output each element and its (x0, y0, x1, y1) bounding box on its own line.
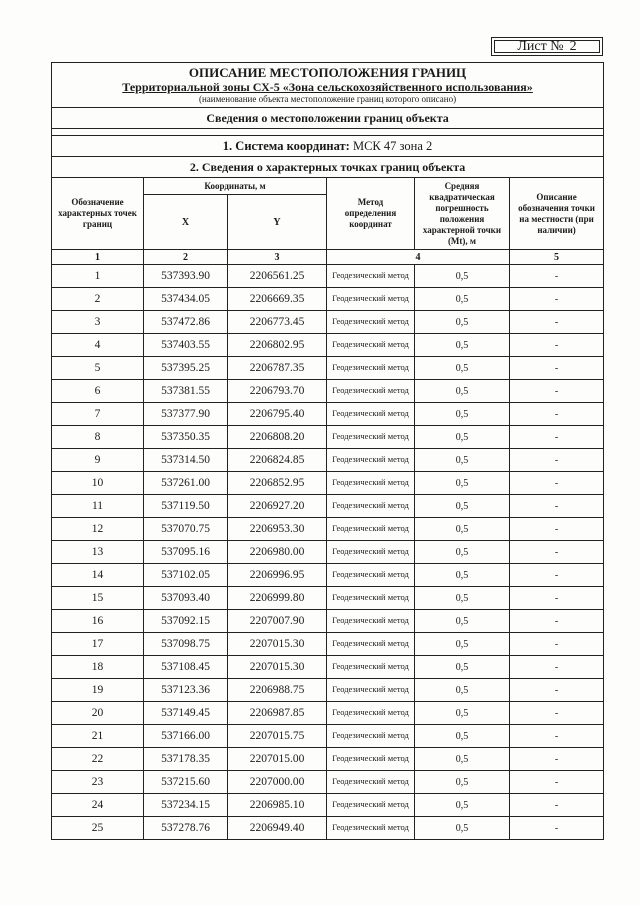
spacer-row (52, 129, 604, 136)
description-cell: - (510, 311, 604, 334)
error-cell: 0,5 (415, 564, 510, 587)
point-number-cell: 20 (52, 702, 144, 725)
y-coordinate-cell: 2206808.20 (228, 426, 327, 449)
y-coordinate-cell: 2207007.90 (228, 610, 327, 633)
error-cell: 0,5 (415, 656, 510, 679)
y-coordinate-cell: 2206980.00 (228, 541, 327, 564)
x-coordinate-cell: 537149.45 (144, 702, 228, 725)
error-cell: 0,5 (415, 265, 510, 288)
description-cell: - (510, 702, 604, 725)
description-cell: - (510, 656, 604, 679)
point-number-cell: 9 (52, 449, 144, 472)
description-cell: - (510, 633, 604, 656)
error-cell: 0,5 (415, 495, 510, 518)
col-x-header: X (144, 195, 228, 250)
x-coordinate-cell: 537261.00 (144, 472, 228, 495)
table-row (52, 495, 604, 518)
col-number: 4 (327, 250, 510, 265)
col-number: 3 (228, 250, 327, 265)
method-cell: Геодезический метод (327, 357, 415, 380)
y-coordinate-cell: 2207015.30 (228, 656, 327, 679)
y-coordinate-cell: 2206669.35 (228, 288, 327, 311)
x-coordinate-cell: 537119.50 (144, 495, 228, 518)
description-cell: - (510, 817, 604, 840)
y-coordinate-cell: 2206773.45 (228, 311, 327, 334)
method-cell: Геодезический метод (327, 541, 415, 564)
table-row (52, 679, 604, 702)
table-row (52, 311, 604, 334)
col-number: 5 (510, 250, 604, 265)
point-number-cell: 16 (52, 610, 144, 633)
error-cell: 0,5 (415, 725, 510, 748)
point-number-cell: 6 (52, 380, 144, 403)
y-coordinate-cell: 2207000.00 (228, 771, 327, 794)
y-coordinate-cell: 2206793.70 (228, 380, 327, 403)
description-cell: - (510, 564, 604, 587)
x-coordinate-cell: 537434.05 (144, 288, 228, 311)
description-cell: - (510, 771, 604, 794)
sheet-number: 2 (569, 38, 577, 54)
y-coordinate-cell: 2206787.35 (228, 357, 327, 380)
point-number-cell: 24 (52, 794, 144, 817)
table-row (52, 748, 604, 771)
point-number-cell: 13 (52, 541, 144, 564)
table-row (52, 380, 604, 403)
method-cell: Геодезический метод (327, 449, 415, 472)
col-point-header: Обозначение характерных точек границ (52, 178, 144, 250)
method-cell: Геодезический метод (327, 380, 415, 403)
x-coordinate-cell: 537095.16 (144, 541, 228, 564)
method-cell: Геодезический метод (327, 334, 415, 357)
point-number-cell: 8 (52, 426, 144, 449)
description-cell: - (510, 725, 604, 748)
point-number-cell: 25 (52, 817, 144, 840)
point-number-cell: 18 (52, 656, 144, 679)
y-coordinate-cell: 2207015.30 (228, 633, 327, 656)
table-row (52, 426, 604, 449)
table-row (52, 449, 604, 472)
sheet-label: Лист № (517, 38, 564, 54)
col-y-header: Y (228, 195, 327, 250)
col-error-header: Средняя квадратическая погрешность положения характерной точки (Mt), м (415, 178, 510, 250)
method-cell: Геодезический метод (327, 702, 415, 725)
point-number-cell: 19 (52, 679, 144, 702)
error-cell: 0,5 (415, 541, 510, 564)
description-cell: - (510, 426, 604, 449)
col-number: 1 (52, 250, 144, 265)
point-number-cell: 1 (52, 265, 144, 288)
coordinate-system-value: МСК 47 зона 2 (352, 138, 433, 153)
error-cell: 0,5 (415, 357, 510, 380)
x-coordinate-cell: 537215.60 (144, 771, 228, 794)
point-number-cell: 11 (52, 495, 144, 518)
table-row (52, 725, 604, 748)
points-section-title: 2. Сведения о характерных точках границ объекта (52, 157, 604, 178)
method-cell: Геодезический метод (327, 587, 415, 610)
coordinate-system-label: 1. Система координат: (222, 138, 350, 153)
method-cell: Геодезический метод (327, 518, 415, 541)
method-cell: Геодезический метод (327, 265, 415, 288)
description-cell: - (510, 518, 604, 541)
x-coordinate-cell: 537403.55 (144, 334, 228, 357)
y-coordinate-cell: 2206927.20 (228, 495, 327, 518)
method-cell: Геодезический метод (327, 771, 415, 794)
description-cell: - (510, 472, 604, 495)
y-coordinate-cell: 2206999.80 (228, 587, 327, 610)
method-cell: Геодезический метод (327, 288, 415, 311)
point-number-cell: 23 (52, 771, 144, 794)
description-cell: - (510, 288, 604, 311)
x-coordinate-cell: 537070.75 (144, 518, 228, 541)
document-note: (наименование объекта местоположение границ которого описано) (198, 94, 457, 104)
description-cell: - (510, 587, 604, 610)
error-cell: 0,5 (415, 610, 510, 633)
method-cell: Геодезический метод (327, 495, 415, 518)
x-coordinate-cell: 537381.55 (144, 380, 228, 403)
point-number-cell: 21 (52, 725, 144, 748)
y-coordinate-cell: 2206985.10 (228, 794, 327, 817)
table-row (52, 702, 604, 725)
table-row (52, 357, 604, 380)
y-coordinate-cell: 2206949.40 (228, 817, 327, 840)
error-cell: 0,5 (415, 380, 510, 403)
y-coordinate-cell: 2206996.95 (228, 564, 327, 587)
point-number-cell: 5 (52, 357, 144, 380)
x-coordinate-cell: 537472.86 (144, 311, 228, 334)
col-desc-header: Описание обозначения точки на местности (при наличии) (510, 178, 604, 250)
method-cell: Геодезический метод (327, 426, 415, 449)
error-cell: 0,5 (415, 518, 510, 541)
method-cell: Геодезический метод (327, 311, 415, 334)
table-row (52, 288, 604, 311)
point-number-cell: 7 (52, 403, 144, 426)
col-method-header: Метод определения координат (327, 178, 415, 250)
table-row (52, 265, 604, 288)
error-cell: 0,5 (415, 748, 510, 771)
table-row (52, 564, 604, 587)
error-cell: 0,5 (415, 426, 510, 449)
method-cell: Геодезический метод (327, 633, 415, 656)
y-coordinate-cell: 2206852.95 (228, 472, 327, 495)
method-cell: Геодезический метод (327, 656, 415, 679)
error-cell: 0,5 (415, 771, 510, 794)
table-row (52, 403, 604, 426)
y-coordinate-cell: 2206561.25 (228, 265, 327, 288)
error-cell: 0,5 (415, 794, 510, 817)
section-title: Сведения о местоположении границ объекта (52, 108, 604, 129)
point-number-cell: 2 (52, 288, 144, 311)
description-cell: - (510, 334, 604, 357)
col-coords-header: Координаты, м (144, 178, 327, 195)
x-coordinate-cell: 537102.05 (144, 564, 228, 587)
error-cell: 0,5 (415, 403, 510, 426)
description-cell: - (510, 403, 604, 426)
error-cell: 0,5 (415, 587, 510, 610)
table-row (52, 771, 604, 794)
description-cell: - (510, 265, 604, 288)
description-cell: - (510, 495, 604, 518)
x-coordinate-cell: 537314.50 (144, 449, 228, 472)
x-coordinate-cell: 537395.25 (144, 357, 228, 380)
error-cell: 0,5 (415, 449, 510, 472)
sheet-number-box (491, 37, 603, 56)
y-coordinate-cell: 2206987.85 (228, 702, 327, 725)
y-coordinate-cell: 2206953.30 (228, 518, 327, 541)
table-row (52, 518, 604, 541)
x-coordinate-cell: 537093.40 (144, 587, 228, 610)
point-number-cell: 14 (52, 564, 144, 587)
x-coordinate-cell: 537166.00 (144, 725, 228, 748)
point-number-cell: 15 (52, 587, 144, 610)
boundary-table (51, 62, 604, 840)
table-row (52, 334, 604, 357)
x-coordinate-cell: 537377.90 (144, 403, 228, 426)
error-cell: 0,5 (415, 679, 510, 702)
table-row (52, 656, 604, 679)
point-number-cell: 12 (52, 518, 144, 541)
x-coordinate-cell: 537098.75 (144, 633, 228, 656)
description-cell: - (510, 679, 604, 702)
table-row (52, 587, 604, 610)
table-row (52, 633, 604, 656)
table-row (52, 541, 604, 564)
x-coordinate-cell: 537092.15 (144, 610, 228, 633)
method-cell: Геодезический метод (327, 725, 415, 748)
x-coordinate-cell: 537393.90 (144, 265, 228, 288)
y-coordinate-cell: 2206988.75 (228, 679, 327, 702)
error-cell: 0,5 (415, 817, 510, 840)
description-cell: - (510, 610, 604, 633)
x-coordinate-cell: 537234.15 (144, 794, 228, 817)
x-coordinate-cell: 537123.36 (144, 679, 228, 702)
point-number-cell: 10 (52, 472, 144, 495)
method-cell: Геодезический метод (327, 794, 415, 817)
error-cell: 0,5 (415, 334, 510, 357)
description-cell: - (510, 794, 604, 817)
point-number-cell: 22 (52, 748, 144, 771)
y-coordinate-cell: 2207015.00 (228, 748, 327, 771)
error-cell: 0,5 (415, 311, 510, 334)
document-subtitle: Территориальной зоны СХ-5 «Зона сельскохозяйственного использования» (122, 80, 533, 94)
method-cell: Геодезический метод (327, 679, 415, 702)
y-coordinate-cell: 2207015.75 (228, 725, 327, 748)
y-coordinate-cell: 2206795.40 (228, 403, 327, 426)
error-cell: 0,5 (415, 288, 510, 311)
description-cell: - (510, 449, 604, 472)
method-cell: Геодезический метод (327, 610, 415, 633)
table-row (52, 610, 604, 633)
method-cell: Геодезический метод (327, 564, 415, 587)
x-coordinate-cell: 537278.76 (144, 817, 228, 840)
table-row (52, 472, 604, 495)
method-cell: Геодезический метод (327, 403, 415, 426)
error-cell: 0,5 (415, 633, 510, 656)
error-cell: 0,5 (415, 472, 510, 495)
x-coordinate-cell: 537178.35 (144, 748, 228, 771)
method-cell: Геодезический метод (327, 748, 415, 771)
table-row (52, 817, 604, 840)
y-coordinate-cell: 2206802.95 (228, 334, 327, 357)
method-cell: Геодезический метод (327, 817, 415, 840)
error-cell: 0,5 (415, 702, 510, 725)
y-coordinate-cell: 2206824.85 (228, 449, 327, 472)
document-title: ОПИСАНИЕ МЕСТОПОЛОЖЕНИЯ ГРАНИЦ (188, 65, 467, 80)
method-cell: Геодезический метод (327, 472, 415, 495)
description-cell: - (510, 748, 604, 771)
col-number: 2 (144, 250, 228, 265)
description-cell: - (510, 541, 604, 564)
document-header (52, 63, 604, 108)
point-number-cell: 3 (52, 311, 144, 334)
coordinate-system (52, 136, 604, 157)
description-cell: - (510, 357, 604, 380)
description-cell: - (510, 380, 604, 403)
point-number-cell: 4 (52, 334, 144, 357)
table-row (52, 794, 604, 817)
x-coordinate-cell: 537108.45 (144, 656, 228, 679)
point-number-cell: 17 (52, 633, 144, 656)
x-coordinate-cell: 537350.35 (144, 426, 228, 449)
